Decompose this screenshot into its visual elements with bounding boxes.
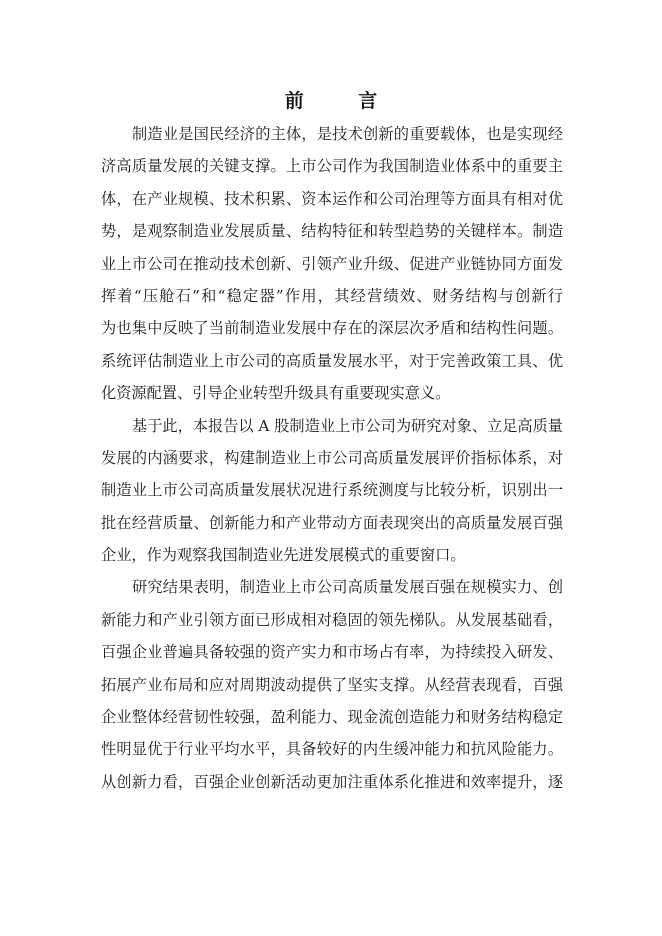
text-line: 制造业上市公司高质量发展状况进行系统测度与比较分析，识别出一 [101, 481, 563, 500]
text-line: 基于此，本报告以 A 股制造业上市公司为研究对象、立足高质量 [132, 416, 563, 435]
text-line: 新能力和产业引领方面已形成相对稳固的领先梯队。从发展基础看， [101, 610, 563, 629]
text-line: 拓展产业布局和应对周期波动提供了坚实支撑。从经营表现看，百强 [101, 675, 563, 694]
text-line: 济高质量发展的关键支撑。上市公司作为我国制造业体系中的重要主 [101, 157, 563, 176]
text-line: 百强企业普遍具备较强的资产实力和市场占有率，为持续投入研发、 [101, 643, 563, 662]
text-line: 化资源配置、引导企业转型升级具有重要现实意义。 [101, 384, 451, 403]
text-line: 企业，作为观察我国制造业先进发展模式的重要窗口。 [101, 546, 466, 565]
text-line: 发展的内涵要求，构建制造业上市公司高质量发展评价指标体系，对 [101, 448, 563, 467]
preface-body [101, 118, 563, 798]
text-line: 批在经营质量、创新能力和产业带动方面表现突出的高质量发展百强 [101, 513, 563, 532]
text-line: 挥着“压舱石”和“稳定器”作用，其经营绩效、财务结构与创新行 [101, 286, 563, 305]
text-line: 为也集中反映了当前制造业发展中存在的深层次矛盾和结构性问题。 [101, 319, 563, 338]
text-line: 从创新力看，百强企业创新活动更加注重体系化推进和效率提升，逐 [101, 772, 563, 791]
text-line: 势，是观察制造业发展质量、结构特征和转型趋势的关键样本。制造 [101, 222, 563, 241]
text-line: 制造业是国民经济的主体，是技术创新的重要载体，也是实现经 [132, 125, 563, 143]
text-line: 企业整体经营韧性较强，盈利能力、现金流创造能力和财务结构稳定 [101, 708, 563, 727]
text-line: 系统评估制造业上市公司的高质量发展水平，对于完善政策工具、优 [101, 351, 563, 370]
page-title: 前 言 [284, 90, 402, 112]
text-line: 研究结果表明，制造业上市公司高质量发展百强在规模实力、创 [132, 578, 563, 597]
text-line: 体，在产业规模、技术积累、资本运作和公司治理等方面具有相对优 [101, 189, 563, 208]
text-line: 业上市公司在推动技术创新、引领产业升级、促进产业链协同方面发 [101, 254, 563, 273]
text-line: 性明显优于行业平均水平，具备较好的内生缓冲能力和抗风险能力。 [101, 740, 563, 759]
